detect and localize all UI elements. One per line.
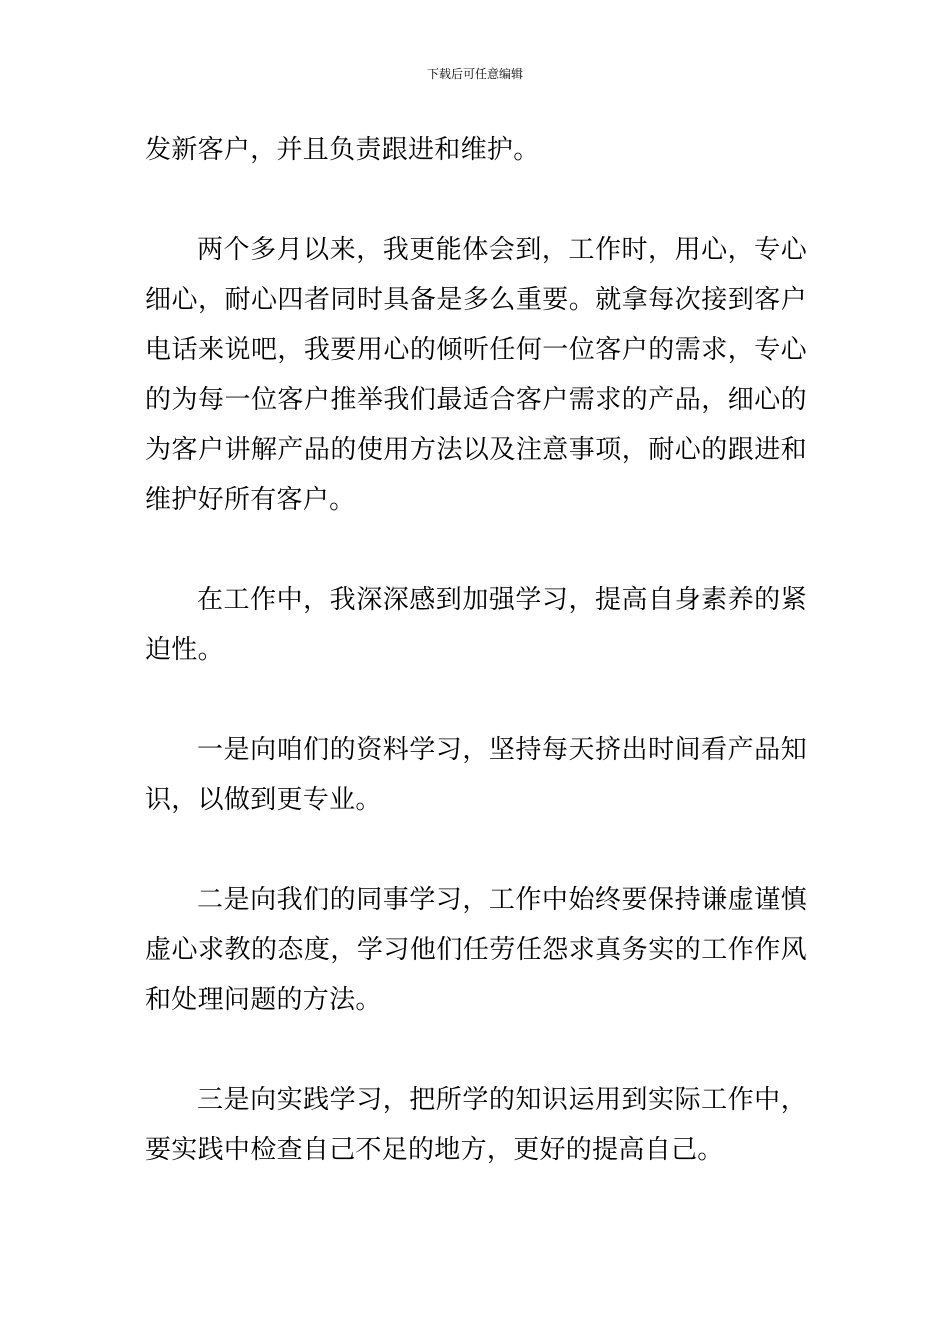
page-header: 下载后可任意编辑 bbox=[426, 67, 523, 81]
paragraph-spacer bbox=[145, 825, 807, 875]
paragraph-5: 二是向我们的同事学习，工作中始终要保持谦虚谨慎虚心求教的态度，学习他们任劳任怨求真务实的工作作风和处理问题的方法。 bbox=[145, 885, 807, 1015]
paragraph-spacer bbox=[145, 1025, 807, 1075]
paragraph-spacer bbox=[145, 175, 807, 225]
paragraph-spacer bbox=[145, 675, 807, 725]
paragraph-1: 发新客户，并且负责跟进和维护。 bbox=[145, 135, 540, 165]
paragraph-6: 三是向实践学习，把所学的知识运用到实际工作中，要实践中检查自己不足的地方，更好的提高自己。 bbox=[145, 1085, 807, 1165]
paragraph-spacer bbox=[145, 525, 807, 575]
paragraph-2: 两个多月以来，我更能体会到，工作时，用心，专心细心，耐心四者同时具备是多么重要。就拿每次接到客户电话来说吧，我要用心的倾听任何一位客户的需求，专心的为每一位客户推举我们最适合客户需求的产品，细心的为客户讲解产品的使用方法以及注意事项，耐心的跟进和维护好所有客户。 bbox=[145, 235, 807, 515]
document-body bbox=[145, 125, 807, 1175]
paragraph-4: 一是向咱们的资料学习，坚持每天挤出时间看产品知识，以做到更专业。 bbox=[145, 735, 807, 815]
paragraph-3: 在工作中，我深深感到加强学习，提高自身素养的紧迫性。 bbox=[145, 585, 807, 665]
